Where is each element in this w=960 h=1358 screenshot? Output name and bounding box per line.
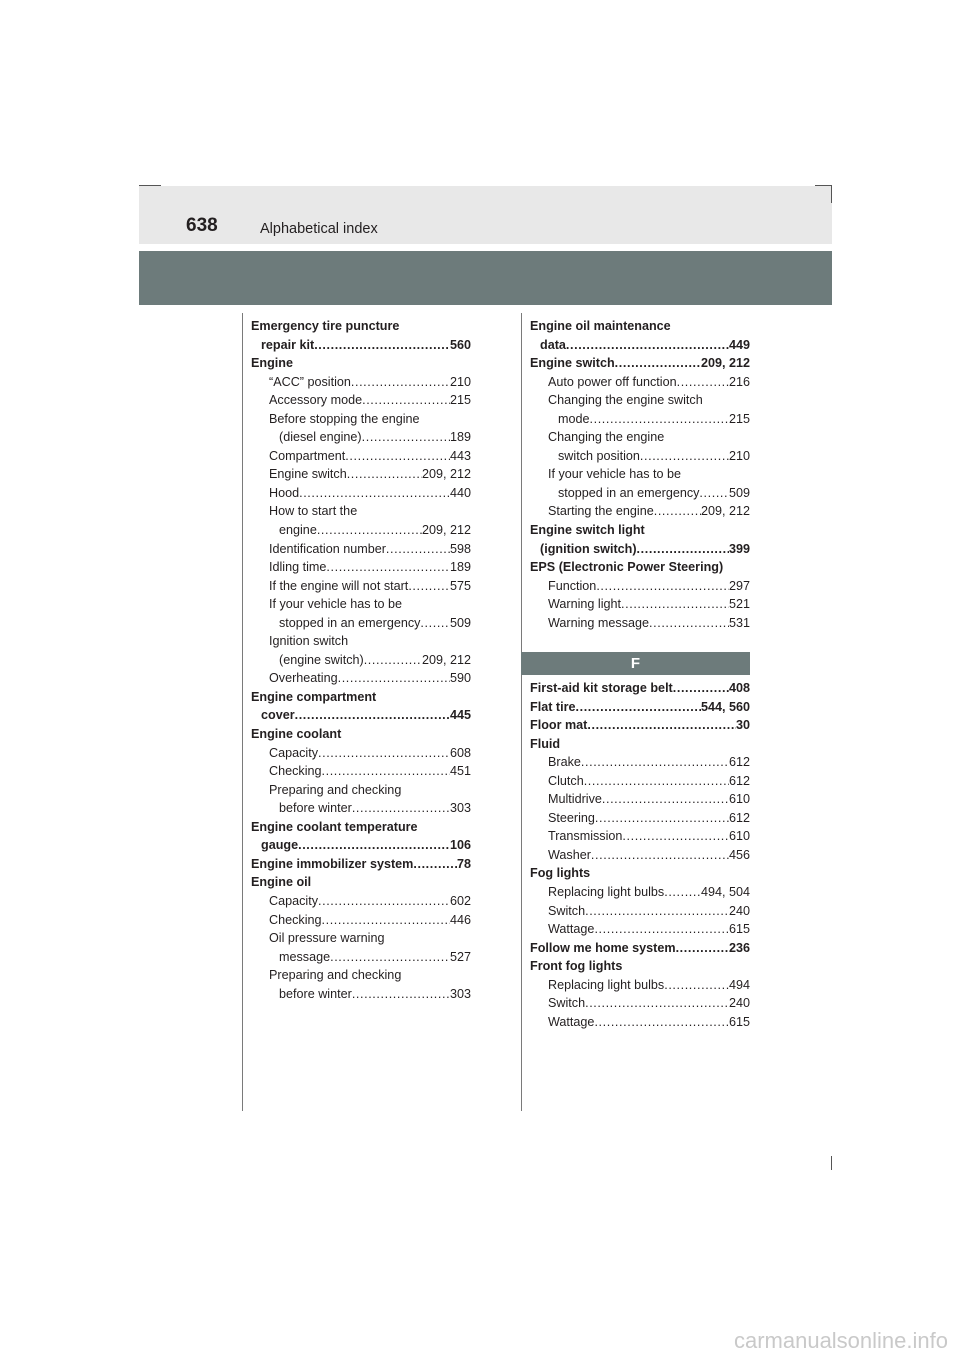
entry-page-ref[interactable]: 303 (449, 986, 471, 1001)
index-entry (251, 391, 471, 410)
entry-term: Accessory mode (269, 393, 363, 408)
entry-page-ref[interactable]: 210 (728, 448, 750, 463)
entry-term: Capacity (269, 745, 318, 760)
index-entry (530, 790, 750, 809)
index-entry (530, 558, 750, 577)
crop-mark (831, 1156, 832, 1170)
dot-leader (621, 595, 729, 614)
dot-leader (595, 809, 729, 828)
entry-term: Starting the engine (548, 504, 654, 519)
index-entry (530, 502, 750, 521)
dot-leader (314, 336, 450, 355)
dot-leader (318, 744, 450, 763)
index-entry (251, 614, 471, 633)
index-entry (530, 957, 750, 976)
entry-term: Changing the engine (548, 430, 665, 445)
index-entry (530, 595, 750, 614)
index-entry (530, 484, 750, 503)
entry-term: Idling time (269, 560, 327, 575)
entry-page-ref[interactable]: 209, 212 (421, 652, 471, 667)
dot-leader (408, 577, 450, 596)
index-entry (530, 410, 750, 429)
index-entry (251, 799, 471, 818)
entry-term: (engine switch) (279, 652, 364, 667)
index-entry (251, 502, 471, 521)
index-entry (251, 465, 471, 484)
dot-leader (413, 855, 457, 874)
entry-term: “ACC” position (269, 374, 351, 389)
entry-page-ref[interactable]: 189 (449, 430, 471, 445)
entry-term: Function (548, 578, 597, 593)
entry-term: before winter (279, 986, 352, 1001)
index-entry (530, 465, 750, 484)
entry-page-ref[interactable]: 240 (728, 996, 750, 1011)
entry-term: gauge (261, 838, 299, 853)
entry-term: Warning light (548, 597, 622, 612)
entry-page-ref[interactable]: 30 (735, 718, 750, 733)
entry-term: Fluid (530, 736, 561, 751)
entry-term: Auto power off function (548, 374, 677, 389)
index-entry (251, 781, 471, 800)
index-entry (530, 540, 750, 559)
entry-term: Identification number (269, 541, 386, 556)
dot-leader (596, 577, 729, 596)
dot-leader (318, 892, 450, 911)
entry-term: Engine switch (269, 467, 347, 482)
entry-term: Hood (269, 485, 300, 500)
entry-term: switch position (558, 448, 640, 463)
page-number: 638 (186, 215, 218, 236)
dot-leader (677, 373, 729, 392)
index-entry (251, 428, 471, 447)
entry-page-ref[interactable]: 399 (728, 541, 750, 556)
header-band (139, 251, 832, 305)
entry-term: Engine switch light (530, 523, 645, 538)
index-entry (251, 855, 471, 874)
entry-page-ref[interactable]: 531 (728, 615, 750, 630)
index-entry (530, 521, 750, 540)
dot-leader (338, 669, 450, 688)
index-entry (530, 846, 750, 865)
entry-page-ref[interactable]: 610 (728, 792, 750, 807)
index-entry (251, 873, 471, 892)
entry-page-ref[interactable]: 615 (728, 922, 750, 937)
entry-term: Wattage (548, 1014, 595, 1029)
dot-leader (420, 614, 450, 633)
index-entry (530, 577, 750, 596)
column-rule-right (521, 313, 522, 1111)
entry-term: First-aid kit storage belt (530, 681, 673, 695)
dot-leader (654, 502, 701, 521)
entry-page-ref[interactable]: 209, 212 (421, 523, 471, 538)
entry-term: Floor mat (530, 718, 588, 733)
entry-term: data (540, 337, 566, 352)
entry-page-ref[interactable]: 78 (456, 856, 471, 871)
entry-page-ref[interactable]: 215 (728, 411, 750, 426)
dot-leader (351, 373, 450, 392)
index-entry (530, 864, 750, 883)
entry-term: Before stopping the engine (269, 411, 420, 426)
crop-mark (139, 185, 161, 186)
entry-page-ref[interactable]: 189 (449, 560, 471, 575)
dot-leader (615, 354, 701, 373)
entry-term: If your vehicle has to be (269, 597, 403, 612)
entry-term: mode (558, 411, 590, 426)
entry-page-ref[interactable]: 456 (728, 847, 750, 862)
entry-term: Engine compartment (251, 689, 377, 704)
index-entry (251, 336, 471, 355)
entry-page-ref[interactable]: 236 (728, 940, 750, 955)
entry-page-ref[interactable]: 527 (449, 949, 471, 964)
dot-leader (298, 836, 450, 855)
entry-page-ref[interactable]: 440 (449, 485, 471, 500)
dot-leader (352, 985, 450, 1004)
entry-page-ref[interactable]: 590 (449, 671, 471, 686)
index-entry (251, 354, 471, 373)
entry-term: Switch (548, 903, 586, 918)
index-entry (530, 354, 750, 373)
index-entry (530, 883, 750, 902)
dot-leader (584, 772, 729, 791)
entry-term: Engine immobilizer system (251, 856, 414, 871)
entry-page-ref[interactable]: 521 (728, 597, 750, 612)
dot-leader (664, 976, 729, 995)
entry-term: How to start the (269, 504, 358, 519)
entry-page-ref[interactable]: 449 (728, 337, 750, 352)
entry-page-ref[interactable]: 509 (449, 615, 471, 630)
entry-term: Compartment (269, 448, 346, 463)
entry-term: EPS (Electronic Power Steering) (530, 560, 724, 575)
entry-term: Engine oil maintenance (530, 319, 671, 333)
entry-term: Preparing and checking (269, 968, 402, 983)
entry-page-ref[interactable]: 408 (728, 681, 750, 695)
dot-leader (602, 790, 729, 809)
entry-term: Ignition switch (269, 634, 349, 649)
entry-page-ref[interactable]: 106 (449, 838, 471, 853)
entry-page-ref[interactable]: 216 (728, 374, 750, 389)
index-entry (251, 948, 471, 967)
index-entry (251, 744, 471, 763)
entry-page-ref[interactable]: 209, 212 (700, 504, 750, 519)
entry-term: (diesel engine) (279, 430, 362, 445)
dot-leader (585, 902, 729, 921)
index-entry (530, 447, 750, 466)
index-entry (251, 985, 471, 1004)
dot-leader (673, 679, 729, 698)
entry-term: Clutch (548, 773, 584, 788)
index-entry (251, 484, 471, 503)
entry-page-ref[interactable]: 297 (728, 578, 750, 593)
index-entry (251, 818, 471, 837)
entry-term: Wattage (548, 922, 595, 937)
index-entry (251, 651, 471, 670)
entry-page-ref[interactable]: 451 (449, 764, 471, 779)
entry-term: Replacing light bulbs (548, 977, 665, 992)
dot-leader (330, 948, 450, 967)
index-entry (530, 336, 750, 355)
dot-leader (590, 410, 729, 429)
index-entry (530, 698, 750, 717)
entry-page-ref[interactable]: 608 (449, 745, 471, 760)
entry-page-ref[interactable]: 612 (728, 755, 750, 770)
index-entry (530, 939, 750, 958)
entry-term: Follow me home system (530, 940, 676, 955)
dot-leader (591, 846, 729, 865)
index-entry (251, 669, 471, 688)
dot-leader (362, 428, 450, 447)
index-entry (251, 595, 471, 614)
index-entry (530, 679, 750, 698)
entry-page-ref[interactable]: 544, 560 (700, 699, 750, 714)
index-entry (251, 725, 471, 744)
dot-leader (317, 521, 422, 540)
dot-leader (640, 447, 729, 466)
index-entry (251, 966, 471, 985)
entry-term: engine (279, 523, 317, 538)
entry-term: Engine coolant temperature (251, 819, 418, 834)
entry-term: Engine coolant (251, 727, 342, 742)
dot-leader (362, 391, 450, 410)
index-entry (251, 688, 471, 707)
dot-leader (699, 484, 729, 503)
entry-page-ref[interactable]: 612 (728, 810, 750, 825)
entry-term: repair kit (261, 337, 315, 352)
entry-term: Checking (269, 912, 322, 927)
dot-leader (347, 465, 422, 484)
entry-term: Engine oil (251, 875, 312, 890)
entry-page-ref[interactable]: 446 (449, 912, 471, 927)
dot-leader (345, 447, 450, 466)
index-entry (530, 772, 750, 791)
entry-page-ref[interactable]: 445 (449, 708, 471, 723)
entry-term: Emergency tire puncture (251, 319, 400, 333)
index-entry (530, 614, 750, 633)
entry-term: stopped in an emergency (558, 485, 700, 500)
index-entry (251, 892, 471, 911)
entry-term: Checking (269, 764, 322, 779)
index-entry (251, 410, 471, 429)
index-entry (251, 762, 471, 781)
index-entry (251, 577, 471, 596)
crop-mark (831, 185, 832, 203)
entry-page-ref[interactable]: 215 (449, 393, 471, 408)
header-bar (139, 186, 832, 244)
entry-term: If the engine will not start (269, 578, 409, 593)
entry-term: (ignition switch) (540, 541, 637, 556)
entry-term: Flat tire (530, 699, 576, 714)
index-entry (530, 428, 750, 447)
index-entry (251, 836, 471, 855)
index-entry (530, 827, 750, 846)
entry-term: Switch (548, 996, 586, 1011)
entry-term: cover (261, 708, 295, 723)
index-column-right-f (530, 679, 750, 1031)
index-entry (251, 317, 471, 336)
entry-term: before winter (279, 801, 352, 816)
dot-leader (295, 706, 450, 725)
column-rule-left (242, 313, 243, 1111)
dot-leader (664, 883, 701, 902)
dot-leader (585, 994, 729, 1013)
entry-term: stopped in an emergency (279, 615, 421, 630)
entry-term: Multidrive (548, 792, 602, 807)
entry-term: Warning message (548, 615, 650, 630)
watermark: carmanualsonline.info (733, 1328, 948, 1353)
index-entry (530, 902, 750, 921)
entry-term: Engine switch (530, 356, 615, 371)
dot-leader (676, 939, 729, 958)
index-column-left (251, 317, 471, 1003)
crop-mark (815, 185, 831, 186)
entry-page-ref[interactable]: 575 (449, 578, 471, 593)
entry-term: Brake (548, 755, 581, 770)
index-entry (530, 809, 750, 828)
entry-page-ref[interactable]: 598 (449, 541, 471, 556)
entry-term: Engine (251, 356, 293, 371)
dot-leader (322, 911, 450, 930)
index-entry (530, 920, 750, 939)
index-entry (251, 558, 471, 577)
index-entry (251, 929, 471, 948)
entry-page-ref[interactable]: 209, 212 (700, 356, 750, 371)
entry-page-ref[interactable]: 612 (728, 773, 750, 788)
entry-term: Capacity (269, 893, 318, 908)
dot-leader (566, 336, 729, 355)
index-entry (530, 976, 750, 995)
dot-leader (649, 614, 729, 633)
index-entry (530, 716, 750, 735)
entry-page-ref[interactable]: 240 (728, 903, 750, 918)
entry-page-ref[interactable]: 210 (449, 374, 471, 389)
index-column-right-e (530, 317, 750, 632)
entry-page-ref[interactable]: 602 (449, 893, 471, 908)
index-entry (251, 706, 471, 725)
index-entry (530, 735, 750, 754)
index-entry (530, 317, 750, 336)
dot-leader (622, 827, 729, 846)
entry-page-ref[interactable]: 209, 212 (421, 467, 471, 482)
dot-leader (581, 753, 729, 772)
dot-leader (576, 698, 701, 717)
index-entry (251, 632, 471, 651)
entry-term: Oil pressure warning (269, 931, 385, 946)
entry-page-ref[interactable]: 494 (728, 977, 750, 992)
dot-leader (637, 540, 729, 559)
entry-term: Fog lights (530, 866, 591, 881)
entry-page-ref[interactable]: 610 (728, 829, 750, 844)
dot-leader (364, 651, 422, 670)
dot-leader (587, 716, 736, 735)
index-entry (251, 447, 471, 466)
entry-page-ref[interactable]: 494, 504 (700, 885, 750, 900)
letter-header-f: F (521, 652, 750, 675)
entry-page-ref[interactable]: 443 (449, 448, 471, 463)
entry-term: Changing the engine switch (548, 393, 703, 408)
section-title: Alphabetical index (260, 221, 378, 237)
index-entry (251, 911, 471, 930)
dot-leader (322, 762, 450, 781)
index-entry (530, 753, 750, 772)
entry-term: Preparing and checking (269, 782, 402, 797)
entry-page-ref[interactable]: 560 (449, 337, 471, 352)
index-entry (530, 391, 750, 410)
entry-term: Front fog lights (530, 959, 623, 974)
entry-term: Overheating (269, 671, 338, 686)
index-entry (251, 521, 471, 540)
dot-leader (299, 484, 450, 503)
index-entry (530, 1013, 750, 1032)
entry-page-ref[interactable]: 615 (728, 1014, 750, 1029)
index-entry (251, 540, 471, 559)
entry-term: Replacing light bulbs (548, 885, 665, 900)
entry-term: If your vehicle has to be (548, 467, 682, 482)
index-entry (251, 373, 471, 392)
index-entry (530, 994, 750, 1013)
dot-leader (326, 558, 450, 577)
dot-leader (386, 540, 450, 559)
entry-term: Transmission (548, 829, 623, 844)
index-entry (530, 373, 750, 392)
entry-term: message (279, 949, 331, 964)
dot-leader (352, 799, 450, 818)
dot-leader (594, 1013, 729, 1032)
entry-page-ref[interactable]: 509 (728, 485, 750, 500)
entry-term: Washer (548, 847, 591, 862)
entry-term: Steering (548, 810, 595, 825)
dot-leader (594, 920, 729, 939)
entry-page-ref[interactable]: 303 (449, 801, 471, 816)
